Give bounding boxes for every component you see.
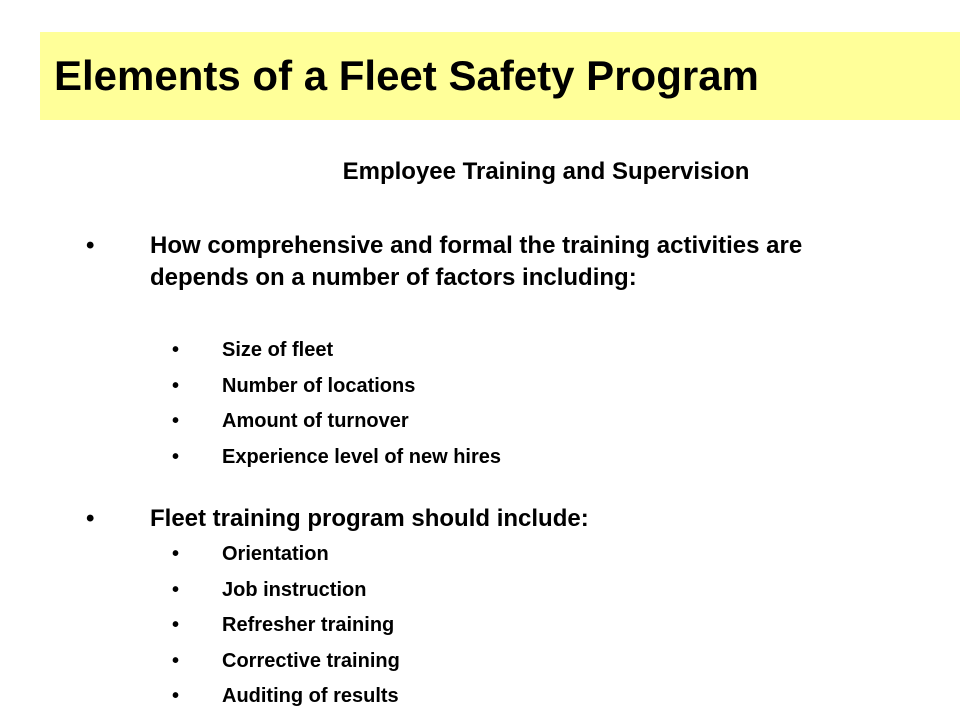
- bullet-marker: •: [172, 446, 180, 468]
- slide-subtitle: Employee Training and Supervision: [342, 158, 750, 185]
- bullet-marker: •: [172, 579, 180, 601]
- title-banner: [40, 32, 960, 120]
- list-item-number-of-locations: Number of locations: [222, 375, 416, 397]
- bullet-marker: •: [172, 375, 180, 397]
- bullet-marker: •: [172, 339, 180, 361]
- bullet-marker: •: [172, 685, 180, 707]
- list-item-amount-of-turnover: Amount of turnover: [222, 410, 409, 432]
- list-item-orientation: Orientation: [222, 543, 329, 565]
- bullet-marker: •: [172, 650, 180, 672]
- list-item-corrective-training: Corrective training: [222, 650, 400, 672]
- bullet-marker: •: [86, 505, 95, 532]
- bullet-marker: •: [172, 543, 180, 565]
- section-heading-program-includes: Fleet training program should include:: [150, 505, 589, 532]
- list-item-auditing-of-results: Auditing of results: [222, 685, 399, 707]
- list-item-size-of-fleet: Size of fleet: [222, 339, 334, 361]
- list-item-refresher-training: Refresher training: [222, 614, 395, 636]
- bullet-marker: •: [172, 614, 180, 636]
- section-heading-training-factors: How comprehensive and formal the training activities are depends on a number of factors including:: [150, 232, 803, 291]
- list-item-job-instruction: Job instruction: [222, 579, 367, 601]
- list-item-experience-level: Experience level of new hires: [222, 446, 502, 468]
- bullet-marker: •: [172, 410, 180, 432]
- slide-title: Elements of a Fleet Safety Program: [54, 52, 759, 99]
- bullet-marker: •: [86, 232, 95, 259]
